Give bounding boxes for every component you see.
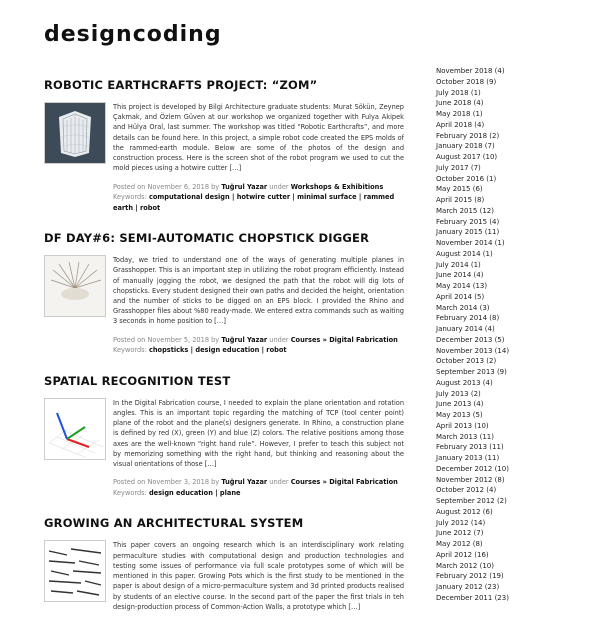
post-excerpt: In the Digital Fabrication course, I needed to explain the plane orientation and rotation angles. This is an important topic regarding the matching of TCP (tool center point) plane of the robot and the plane(s) designers generate. In Rhino, a construction plane is defined by red (X), green (Y) and blue (Z) colors. The relative positions among those axes are the well-known “right hand rule”. However, I prefer to teach this subject not by memorizing something with the right hand, but thinking and reasoning about the visual orientations of those […] — [113, 398, 404, 469]
post-title[interactable]: DF DAY#6: SEMI-AUTOMATIC CHOPSTICK DIGGER — [44, 231, 370, 246]
archive-link[interactable]: January 2014 (4) — [436, 325, 495, 333]
post-list — [44, 78, 404, 630]
post-body — [44, 255, 404, 356]
archive-link[interactable]: June 2012 (7) — [436, 529, 484, 538]
archive-link[interactable]: March 2013 (11) — [436, 432, 494, 441]
post-author-link[interactable]: Tuğrul Yazar — [221, 478, 268, 487]
archive-link[interactable]: June 2014 (4) — [436, 271, 484, 280]
post-keywords — [113, 192, 404, 213]
under-label: under — [269, 478, 289, 487]
post-thumbnail[interactable] — [44, 255, 106, 317]
post-meta — [113, 182, 404, 214]
under-label: under — [269, 335, 289, 344]
archive-link[interactable]: August 2012 (6) — [436, 507, 493, 516]
archive-link[interactable]: November 2014 (1) — [436, 239, 505, 247]
keyword-links[interactable]: chopsticks | design education | robot — [148, 346, 287, 355]
archive-link[interactable]: January 2018 (7) — [436, 142, 495, 151]
post-thumbnail[interactable] — [44, 398, 106, 460]
archive-link[interactable]: December 2013 (5) — [436, 335, 505, 344]
under-label: under — [269, 182, 289, 191]
site-logo[interactable]: designcoding — [44, 22, 222, 47]
archive-link[interactable]: August 2014 (1) — [436, 249, 493, 258]
post-excerpt: This project is developed by Bilgi Architecture graduate students: Murat Sökün, Zeynep Çakmak, and Özlem Güven at our workshop we organized together with Fulya Akipek and Hülya Oral, last summer. The workshop was titled “Robotic Earthcrafts”, and more details can be found here. In this project, a simple robot code created the EPS molds of the rammed-earth module. Below are some of the photos of the design and construction process. Here is the screen shot of the robot program we used to cut the mold pieces using a hotwire cutter […] — [113, 103, 404, 173]
archive-link[interactable]: July 2017 (7) — [436, 163, 481, 172]
archive-list — [436, 66, 586, 604]
archive-link[interactable]: September 2013 (9) — [436, 368, 507, 376]
archive-link[interactable]: October 2012 (4) — [436, 486, 497, 495]
post-keywords — [113, 345, 404, 356]
archive-link[interactable]: February 2013 (11) — [436, 443, 504, 452]
post-category-link[interactable]: Workshops & Exhibitions — [290, 182, 384, 191]
post-excerpt: Today, we tried to understand one of the ways of generating multiple planes in Grasshopper. This is an important step in utilizing the robot program efficiently. Instead of manually jogging the robot, we designed the path that the robot will dig lots of chopsticks. Every student designed their own paths and decided the height, orientation and the number of sticks to be digged on an EPS block. I provided the Rhino and Grasshopper files about %80 ready-made. We entered extra commands such as waiting 3 seconds in home position to […] — [113, 256, 404, 326]
post-meta — [113, 477, 404, 498]
keywords-label: Keywords: — [113, 193, 147, 202]
archive-link[interactable]: August 2013 (4) — [436, 378, 493, 387]
archive-link[interactable]: January 2012 (23) — [436, 583, 500, 591]
archive-link[interactable]: July 2013 (2) — [436, 389, 481, 398]
archive-link[interactable]: March 2014 (3) — [436, 303, 490, 312]
post-date: Posted on November 5, 2018 by — [113, 335, 220, 344]
keywords-label: Keywords: — [113, 488, 147, 497]
post-item — [44, 78, 404, 213]
archive-link[interactable]: November 2012 (8) — [436, 475, 505, 484]
post-title[interactable]: GROWING AN ARCHITECTURAL SYSTEM — [44, 516, 304, 531]
archive-link[interactable]: July 2014 (1) — [436, 260, 481, 269]
post-body — [44, 102, 404, 213]
archive-link[interactable]: October 2013 (2) — [436, 357, 497, 366]
post-date: Posted on November 6, 2018 by — [113, 182, 220, 191]
post-meta — [113, 335, 404, 356]
archive-link[interactable]: February 2012 (19) — [436, 572, 504, 581]
axes-image — [45, 399, 105, 459]
archive-link[interactable]: May 2013 (5) — [436, 411, 483, 419]
archive-link[interactable]: July 2018 (1) — [436, 88, 481, 97]
post-body — [44, 540, 404, 612]
archive-link[interactable]: April 2013 (10) — [436, 421, 489, 430]
text-texture-image — [45, 541, 105, 601]
post-byline — [113, 182, 404, 193]
archive-link[interactable]: January 2015 (11) — [436, 228, 500, 237]
archive-link[interactable]: June 2013 (4) — [436, 400, 484, 409]
post-category-link[interactable]: Courses » Digital Fabrication — [290, 478, 398, 487]
archive-link[interactable]: December 2012 (10) — [436, 464, 509, 473]
post-author-link[interactable]: Tuğrul Yazar — [221, 182, 268, 191]
post-thumbnail[interactable] — [44, 102, 106, 164]
keyword-links[interactable]: design education | plane — [148, 488, 241, 497]
archive-link[interactable]: May 2012 (8) — [436, 540, 483, 548]
archive-link[interactable]: October 2018 (9) — [436, 77, 497, 86]
post-content — [113, 255, 404, 356]
archive-link[interactable]: April 2015 (8) — [436, 196, 485, 204]
post-content — [113, 102, 404, 213]
post-content — [113, 398, 404, 499]
keywords-label: Keywords: — [113, 346, 147, 355]
archives-sidebar — [436, 66, 586, 604]
archive-link[interactable]: August 2017 (10) — [436, 153, 498, 161]
archive-link[interactable]: September 2012 (2) — [436, 497, 507, 505]
post-byline — [113, 477, 404, 488]
post-title[interactable]: ROBOTIC EARTHCRAFTS PROJECT: “ZOM” — [44, 78, 318, 92]
archive-link[interactable]: March 2015 (12) — [436, 206, 494, 215]
archive-link[interactable]: October 2016 (1) — [436, 174, 497, 183]
archive-link[interactable]: March 2012 (10) — [436, 561, 494, 570]
post-date: Posted on November 3, 2018 by — [113, 478, 220, 487]
post-content — [113, 540, 404, 612]
archive-link[interactable]: November 2018 (4) — [436, 67, 505, 75]
zom-model-image — [45, 103, 105, 163]
post-byline — [113, 335, 404, 346]
post-body — [44, 398, 404, 499]
post-author-link[interactable]: Tuğrul Yazar — [221, 335, 268, 344]
post-item — [44, 374, 404, 499]
post-thumbnail[interactable] — [44, 540, 106, 602]
archive-link[interactable]: January 2013 (11) — [436, 454, 500, 462]
post-item — [44, 516, 404, 612]
post-category-link[interactable]: Courses » Digital Fabrication — [290, 335, 398, 344]
keyword-links[interactable]: computational design | hotwire cutter | minimal surface | rammed earth | robot — [113, 193, 395, 212]
archive-link[interactable]: November 2013 (14) — [436, 346, 510, 355]
archive-link[interactable]: July 2012 (14) — [436, 518, 486, 527]
archive-link[interactable]: May 2015 (6) — [436, 185, 483, 194]
post-item — [44, 231, 404, 356]
archive-link[interactable]: April 2014 (5) — [436, 292, 485, 301]
archive-link[interactable]: April 2018 (4) — [436, 120, 485, 129]
archive-link[interactable]: May 2014 (13) — [436, 282, 488, 290]
archive-link[interactable]: April 2012 (16) — [436, 550, 489, 559]
archive-link[interactable]: February 2014 (8) — [436, 314, 500, 323]
archive-link[interactable]: December 2011 (23) — [436, 593, 509, 602]
archive-link[interactable]: February 2018 (2) — [436, 131, 500, 140]
archive-link[interactable]: June 2018 (4) — [436, 99, 484, 108]
post-keywords — [113, 488, 404, 499]
archive-link[interactable]: February 2015 (4) — [436, 217, 500, 226]
post-title[interactable]: SPATIAL RECOGNITION TEST — [44, 373, 231, 388]
post-excerpt: This paper covers an ongoing research which is an interdisciplinary work relating permaculture studies with computational design and production technologies and testing some issues of performance via full scale prototypes some of which will be mentioned in this paper. Growing Pots which is the first study to be mentioned in the paper is about design of a micro-permaculture system and 3d printed products realised by students of an elective course. In the second part of the paper the first trials in teh design-production process of Common-Action Walls, a prototype which […] — [113, 541, 404, 611]
archive-link[interactable]: May 2018 (1) — [436, 110, 483, 118]
chopsticks-image — [45, 256, 105, 316]
